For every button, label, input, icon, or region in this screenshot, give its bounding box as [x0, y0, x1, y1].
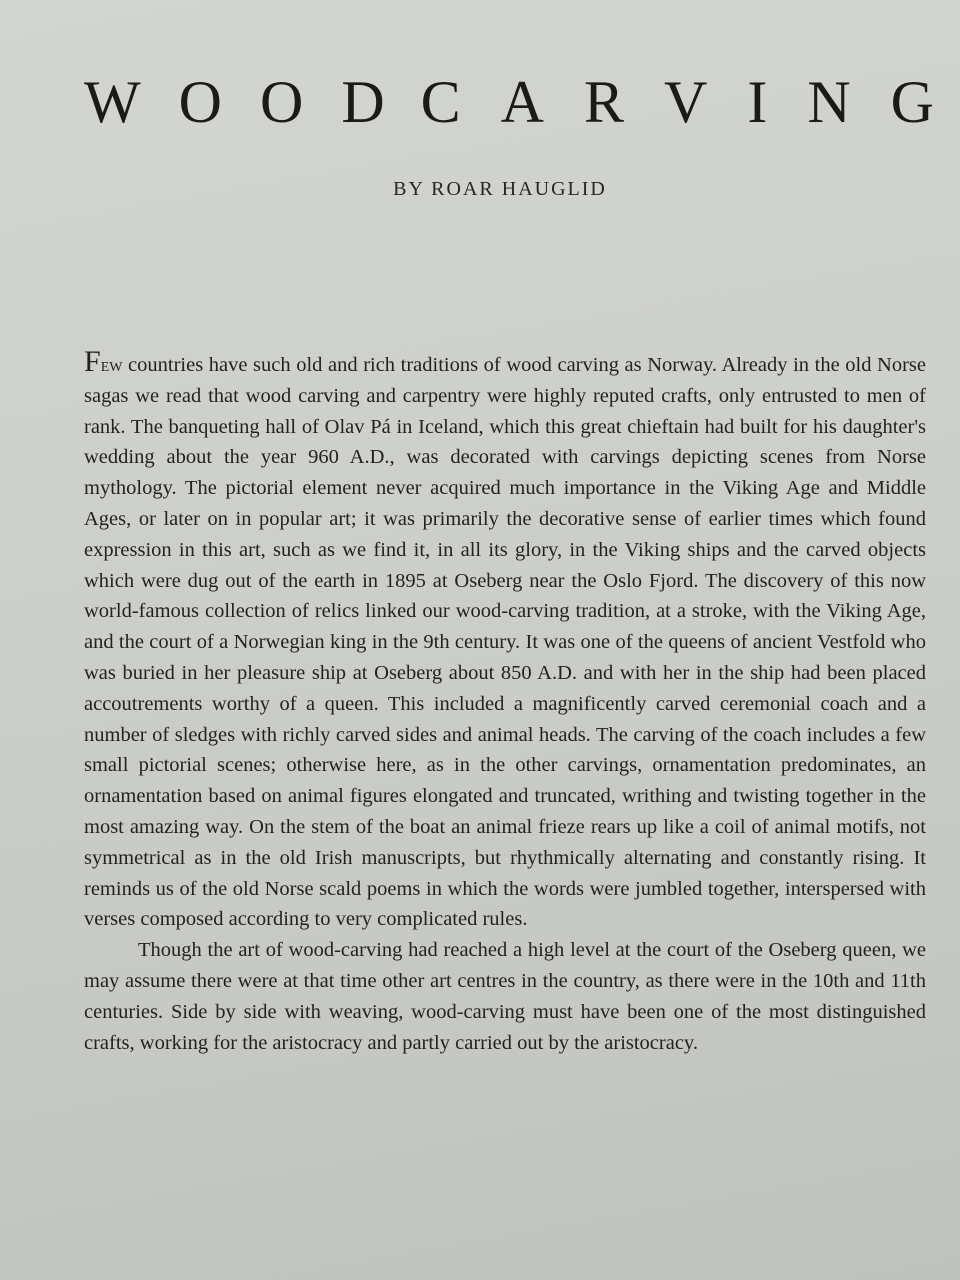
title-letter: N [807, 69, 851, 135]
title-letter: I [747, 69, 768, 135]
first-word-rest: ew [100, 354, 123, 376]
initial-letter: F [84, 345, 101, 378]
article-body [84, 345, 926, 1058]
paragraph-1-text: countries have such old and rich traditions of wood carving as Norway. Already in the old Norse sagas we read that wood carving and carpentry were highly reputed crafts, only entrusted to men of rank. The banqueting hall of Olav Pá in Iceland, which this great chieftain had built for his daughter's wedding about the year 960 A.D., was decorated with carvings depicting scenes from Norse mythology. The pictorial element never acquired much importance in the Viking Age and Middle Ages, or later on in popular art; it was primarily the decorative sense of earlier times which found expression in this art, such as we find it, in all its glory, in the Viking ships and the carved objects which were dug out of the earth in 1895 at Oseberg near the Oslo Fjord. The discovery of this now world-famous collection of relics linked our wood-carving tradition, at a stroke, with the Viking Age, and the court of a Norwegian king in the 9th century. It was one of the queens of ancient Vestfold who was buried in her pleasure ship at Oseberg about 850 A.D. and with her in the ship had been placed accoutrements worthy of a queen. This included a magnificently carved ceremonial coach and a number of sledges with richly carved sides and animal heads. The carving of the coach includes a few small pictorial scenes; otherwise here, as in the other carvings, ornamentation predominates, an ornamentation based on animal figures elongated and truncated, writhing and twisting together in the most amazing way. On the stem of the boat an animal frieze rears up like a coil of animal motifs, not symmetrical as in the old Irish manuscripts, but rhythmically alternating and constantly rising. It reminds us of the old Norse scald poems in which the words were jumbled together, interspersed with verses composed according to very complicated rules. [84, 354, 926, 931]
title-word-carving [421, 70, 934, 134]
paragraph-1 [84, 345, 926, 935]
title-letter: W [84, 69, 141, 135]
title-word-wood [84, 70, 385, 134]
title-letter: O [178, 69, 222, 135]
title-letter: O [259, 69, 304, 135]
author-byline: BY ROAR HAUGLID [393, 178, 607, 200]
title-letter: A [500, 69, 544, 135]
title-letter: G [890, 69, 934, 135]
title-letter: C [420, 69, 461, 135]
paragraph-2: Though the art of wood-carving had reached a high level at the court of the Oseberg queen, we may assume there were at that time other art centres in the country, as there were in the 10th and 11th centuries. Side by side with weaving, wood-carving must have been one of the most distinguished crafts, working for the aristocracy and partly carried out by the aristocracy. [84, 939, 926, 1054]
title-letter: V [663, 69, 708, 135]
title-letter: D [341, 69, 385, 135]
page-title [84, 70, 934, 134]
title-letter: R [583, 69, 624, 135]
